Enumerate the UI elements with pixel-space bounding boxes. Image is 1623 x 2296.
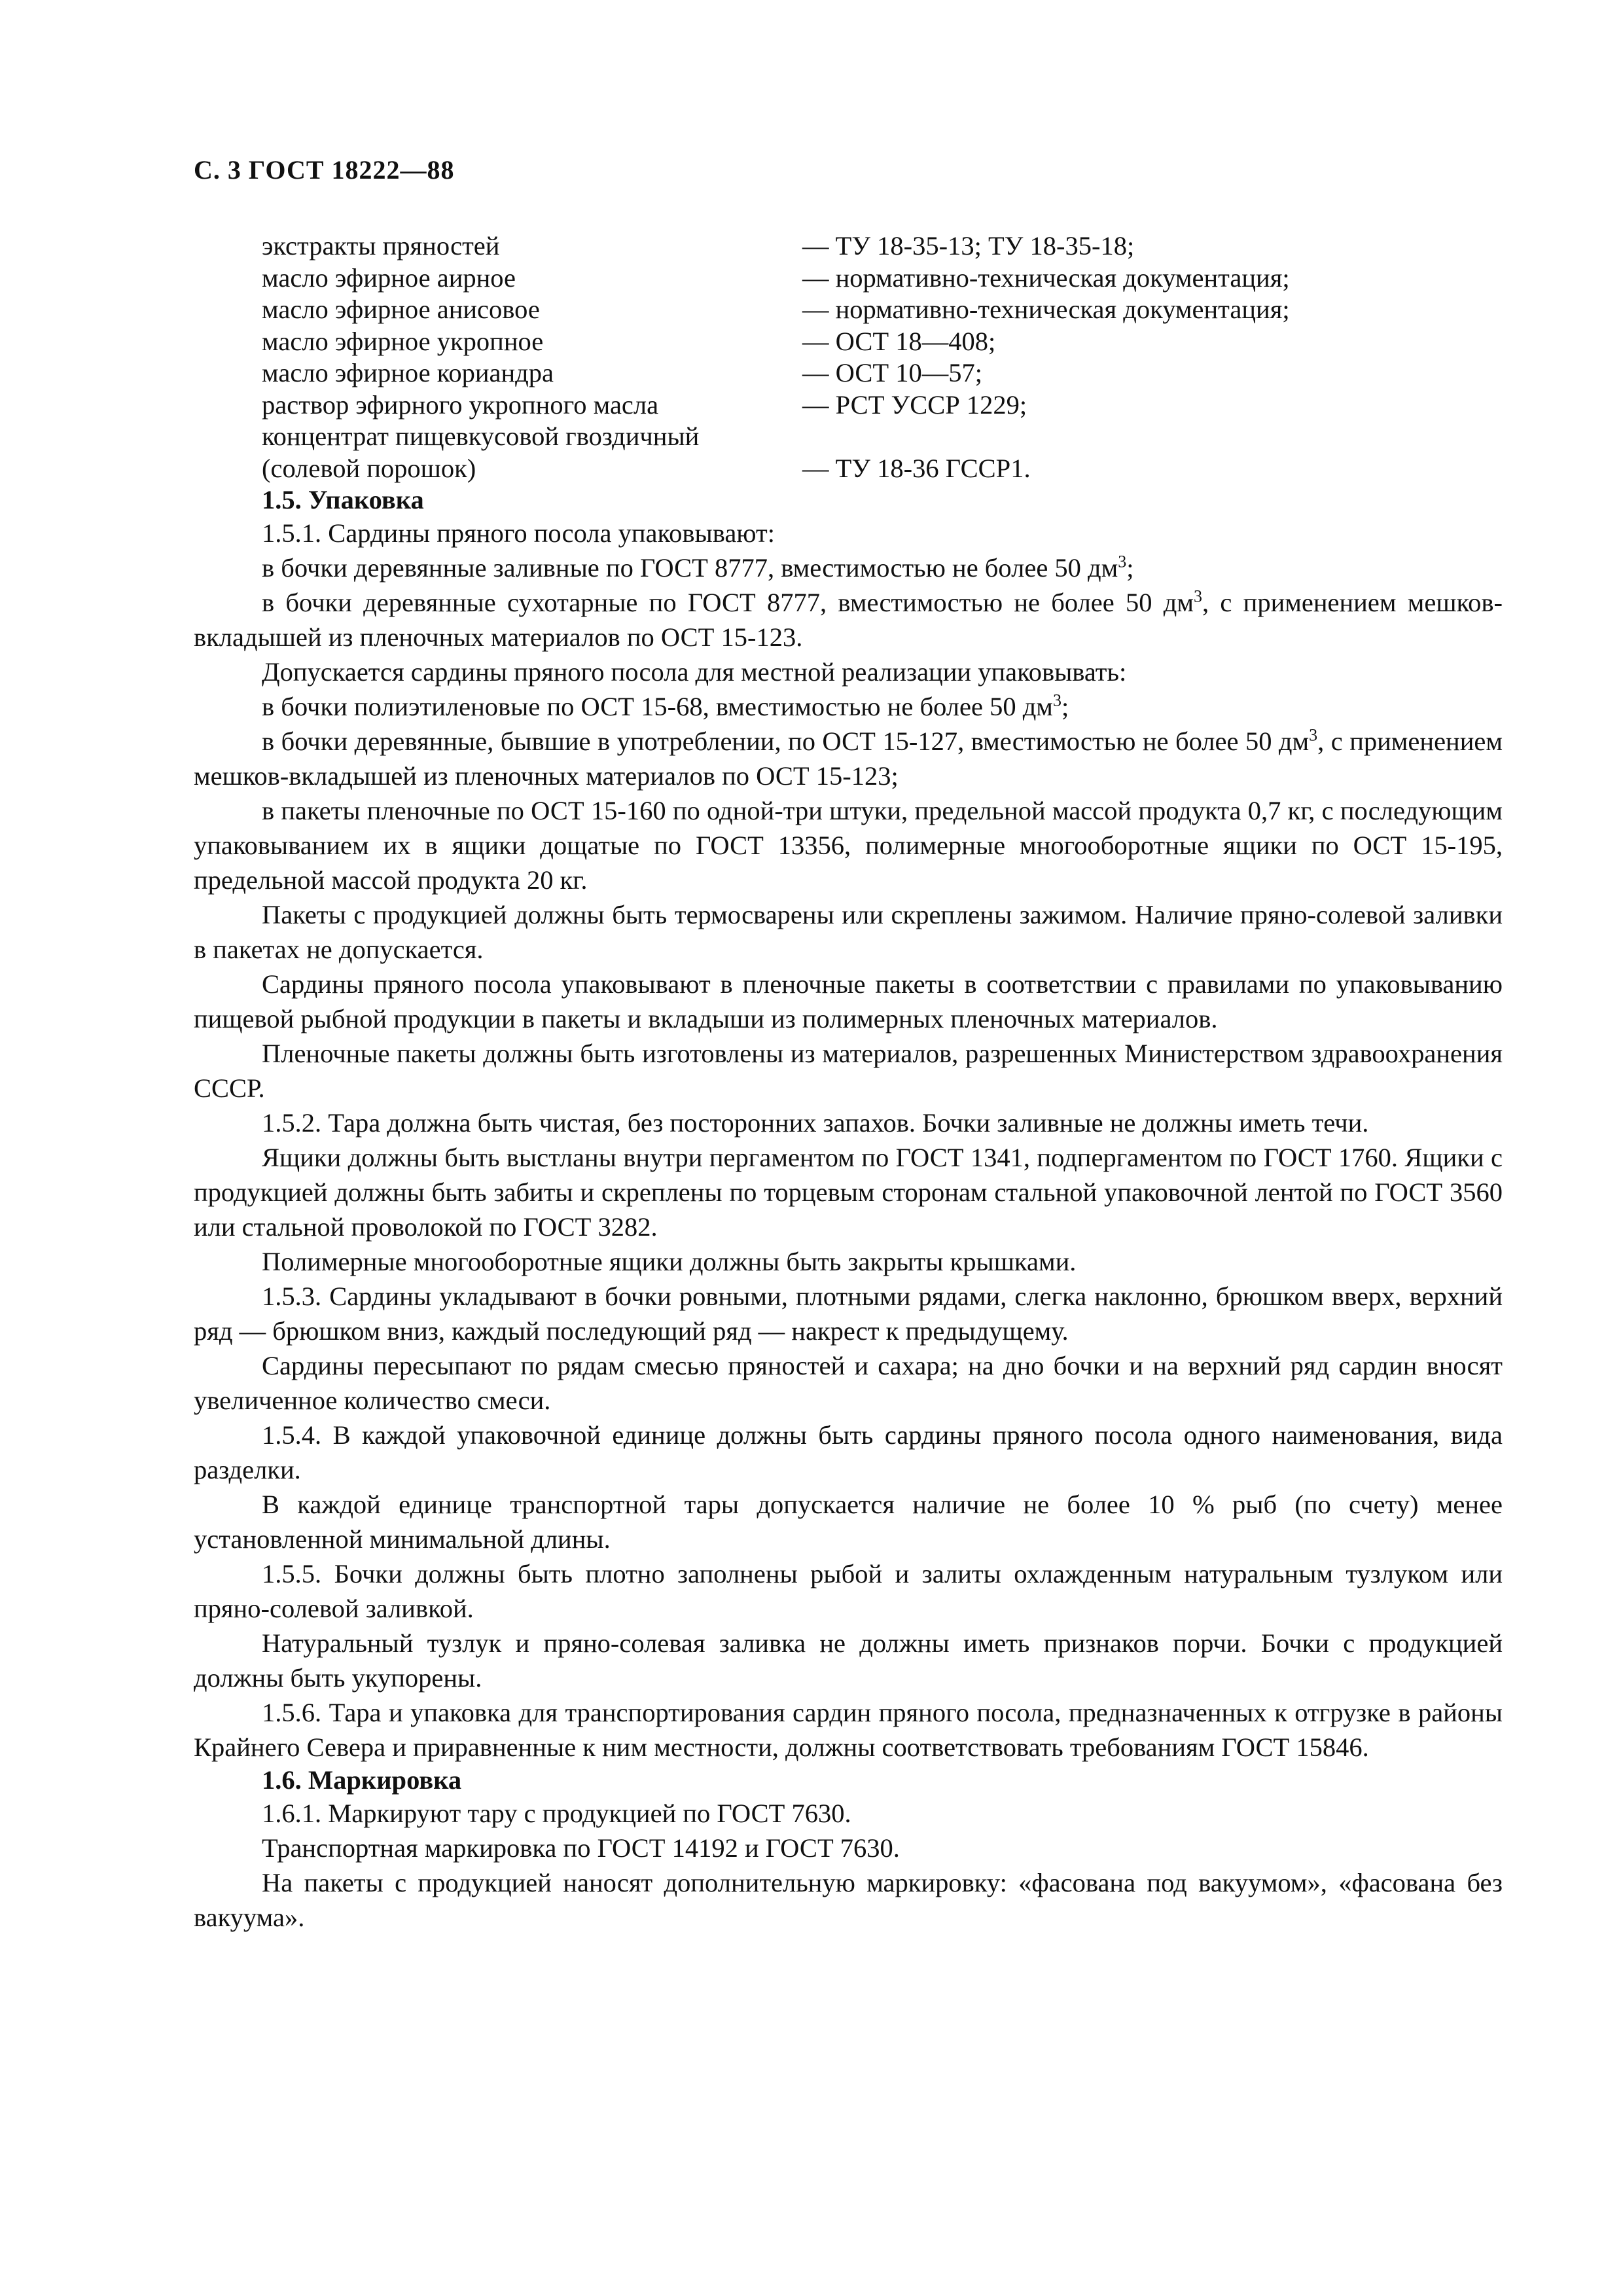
- paragraph: Допускается сардины пряного посола для местной реализации упаковывать:: [262, 657, 1127, 687]
- paragraph: Полимерные многооборотные ящики должны быть закрыты крышками.: [262, 1247, 1077, 1276]
- paragraph: Транспортная маркировка по ГОСТ 14192 и ГОСТ 7630.: [262, 1833, 900, 1863]
- list-item-name: экстракты пряностей: [262, 231, 500, 260]
- paragraph-text: ;: [1126, 553, 1134, 583]
- paragraph: Пленочные пакеты должны быть изготовлены из материалов, разрешенных Министерством здравоохранения СССР.: [194, 1039, 1503, 1103]
- list-item-name: концентрат пищевкусовой гвоздичный: [262, 422, 700, 451]
- list-item-ref: — ТУ 18-35-13; ТУ 18-35-18;: [802, 231, 1135, 260]
- paragraph: Сардины пересыпают по рядам смесью пряностей и сахара; на дно бочки и на верхний ряд сардин вносят увеличенное количество смеси.: [194, 1351, 1503, 1415]
- list-item-ref: — нормативно-техническая документация;: [802, 295, 1290, 324]
- paragraph-text: , с применением мешков-вкладышей из пленочных материалов по ОСТ 15-123.: [194, 588, 1503, 652]
- paragraph: 1.5.4. В каждой упаковочной единице должны быть сардины пряного посола одного наименования, вида разделки.: [194, 1420, 1503, 1484]
- list-item: [194, 389, 1503, 422]
- list-item-ref: — ОСТ 18—408;: [802, 326, 996, 356]
- list-item-name: (солевой порошок): [262, 453, 476, 483]
- paragraph: 1.5.5. Бочки должны быть плотно заполнены рыбой и залиты охлажденным натуральным тузлуком или пряно-солевой заливкой.: [194, 1559, 1503, 1623]
- paragraph-text: в бочки деревянные заливные по ГОСТ 8777, вместимостью не более 50 дм: [262, 553, 1118, 583]
- superscript: 3: [1118, 552, 1127, 571]
- paragraph: 1.5.1. Сардины пряного посола упаковывают:: [262, 518, 775, 548]
- paragraph-text: в бочки полиэтиленовые по ОСТ 15-68, вместимостью не более 50 дм: [262, 692, 1053, 721]
- paragraph-text: в бочки деревянные сухотарные по ГОСТ 8777, вместимостью не более 50 дм: [262, 588, 1194, 617]
- list-item-ref: — ТУ 18-36 ГССР1.: [802, 453, 1031, 483]
- superscript: 3: [1194, 586, 1203, 606]
- list-item-ref: — ОСТ 10—57;: [802, 358, 982, 387]
- paragraph: [194, 689, 1503, 724]
- paragraph: На пакеты с продукцией наносят дополнительную маркировку: «фасована под вакуумом», «фасована без вакуума».: [194, 1868, 1503, 1932]
- paragraph: 1.5.3. Сардины укладывают в бочки ровными, плотными рядами, слегка наклонно, брюшком вверх, верхний ряд — брюшком вниз, каждый последующий ряд — накрест к предыдущему.: [194, 1282, 1503, 1346]
- list-item-name: масло эфирное анисовое: [262, 295, 540, 324]
- paragraph: В каждой единице транспортной тары допускается наличие не более 10 % рыб (по счету) менее установленной минимальной длины.: [194, 1490, 1503, 1554]
- list-item-ref: — РСТ УССР 1229;: [802, 389, 1027, 420]
- paragraph: Ящики должны быть выстланы внутри пергаментом по ГОСТ 1341, подпергаментом по ГОСТ 1760. Ящики с продукцией должны быть забиты и скреплены по торцевым сторонам стальной упаковочной лентой по ГОСТ 3560 или стальной проволокой по ГОСТ 3282.: [194, 1143, 1503, 1242]
- paragraph: в пакеты пленочные по ОСТ 15-160 по одной-три штуки, предельной массой продукта 0,7 кг, с последующим упаковыванием их в ящики дощатые по ГОСТ 13356, полимерные многооборотные ящики по ОСТ 15-195, предельной массой продукта 20 кг.: [194, 796, 1503, 895]
- list-item: [194, 326, 1503, 358]
- superscript: 3: [1052, 691, 1061, 710]
- paragraph: Сардины пряного посола упаковывают в пленочные пакеты в соответствии с правилами по упаковыванию пищевой рыбной продукции в пакеты и вкладыши из полимерных пленочных материалов.: [194, 969, 1503, 1033]
- list-item: [194, 357, 1503, 389]
- paragraph: [194, 550, 1503, 585]
- list-item: [194, 262, 1503, 295]
- list-item-name: раствор эфирного укропного масла: [262, 389, 659, 420]
- paragraph: 1.6.1. Маркируют тару с продукцией по ГОСТ 7630.: [262, 1799, 851, 1828]
- paragraph: 1.5.6. Тара и упаковка для транспортирования сардин пряного посола, предназначенных к отгрузке в районы Крайнего Севера и приравненные к ним местности, должны соответствовать требованиям ГОСТ 15846.: [194, 1698, 1503, 1762]
- paragraph: [194, 724, 1503, 793]
- superscript: 3: [1309, 725, 1318, 745]
- list-item: [194, 453, 1503, 485]
- list-item-name: масло эфирное кориандра: [262, 358, 554, 387]
- list-item: [194, 294, 1503, 326]
- paragraph: 1.5.2. Тара должна быть чистая, без посторонних запахов. Бочки заливные не должны иметь течи.: [262, 1108, 1369, 1138]
- list-item-name: масло эфирное аирное: [262, 262, 516, 293]
- list-item-ref: — нормативно-техническая документация;: [802, 262, 1290, 293]
- paragraph: Натуральный тузлук и пряно-солевая заливка не должны иметь признаков порчи. Бочки с продукцией должны быть укупорены.: [194, 1628, 1503, 1693]
- paragraph-text: в бочки деревянные, бывшие в употреблении, по ОСТ 15-127, вместимостью не более 50 дм: [262, 726, 1310, 756]
- spice-list: [194, 230, 1503, 484]
- document-body: [194, 230, 1503, 1935]
- paragraph: Пакеты с продукцией должны быть термосварены или скреплены зажимом. Наличие пряно-солевой заливки в пакетах не допускается.: [194, 900, 1503, 964]
- paragraph: [194, 585, 1503, 655]
- list-item: [194, 421, 1503, 453]
- page-header: С. 3 ГОСТ 18222—88: [194, 155, 455, 185]
- section-heading-marking: 1.6. Маркировка: [262, 1765, 462, 1795]
- paragraph-text: ;: [1061, 692, 1069, 721]
- list-item: [194, 230, 1503, 262]
- paragraph-text: , с применением мешков-вкладышей из пленочных материалов по ОСТ 15-123;: [194, 726, 1503, 791]
- list-item-name: масло эфирное укропное: [262, 326, 544, 356]
- section-heading-packaging: 1.5. Упаковка: [262, 485, 424, 514]
